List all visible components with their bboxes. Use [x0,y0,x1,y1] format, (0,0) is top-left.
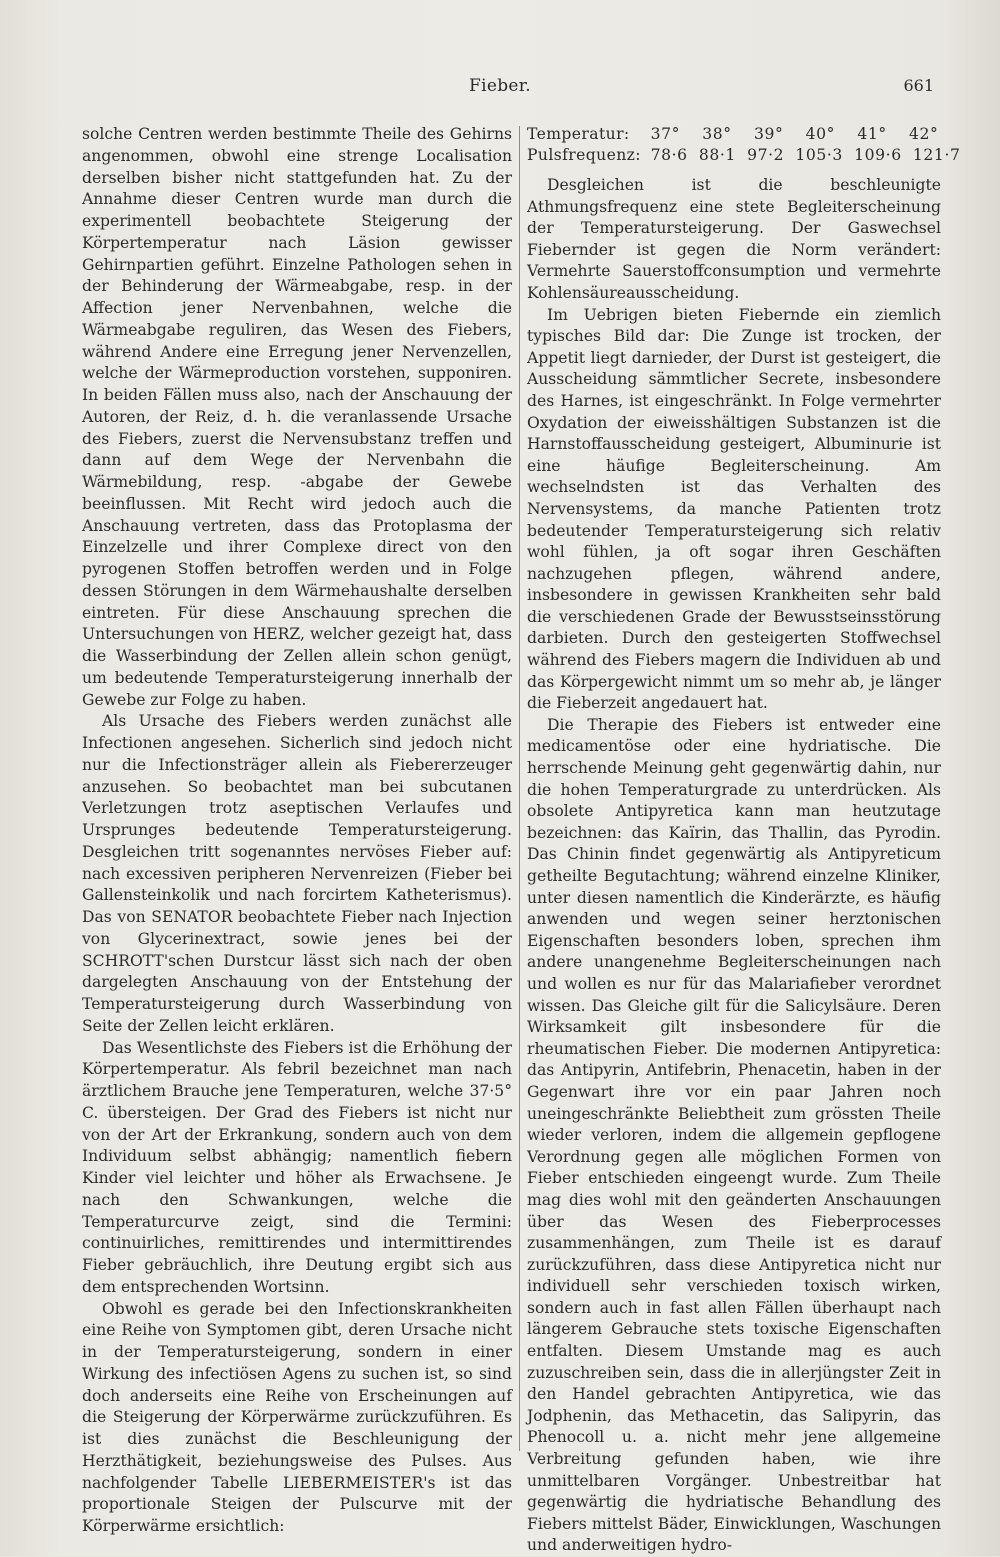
paragraph: Das Wesentlichste des Fiebers ist die Erhöhung der Körpertemperatur. Als febril bezeichnet man nach ärztlichem Brauche jene Temperaturen, welche 37·5° C. übersteigen. Der Grad des Fiebers ist nicht nur von der Art der Erkrankung, sondern auch von dem Individuum selbst abhängig; namentlich fiebern Kinder viel leichter und höher als Erwachsene. Je nach den Schwankungen, welche die Temperaturcurve zeigt, sind die Termini: continuirliches, remittirendes und intermittirendes Fieber gebräuchlich, ihre Deutung ergibt sich aus dem entsprechenden Wortsinn. [82,1038,512,1296]
paragraph: solche Centren werden bestimmte Theile des Gehirns angenommen, obwohl eine strenge Localisation derselben bisher nicht stattgefunden hat. Zu der Annahme dieser Centren wurde man durch die experimentell beobachtete Steigerung der Körpertemperatur nach Läsion gewisser Gehirnpartien geführt. Einzelne Pathologen sehen in der Behinderung der Wärmeabgabe, resp. in der Affection jener Nervenbahnen, welche die Wärmeabgabe reguliren, das Wesen des Fiebers, während Andere eine Erregung jener Nervenzellen, welche der Wärmeproduction vorstehen, supponiren. In beiden Fällen muss also, nach der Anschauung der Autoren, der Reiz, d. h. die veranlassende Ursache des Fiebers, zuerst die Nervensubstanz treffen und dann auf dem Wege der Nervenbahn die Wärmebildung, resp. -abgabe der Gewebe beeinflussen. Mit Recht wird jedoch auch die Anschauung vertreten, dass das Protoplasma der Einzelzelle und ihrer Complexe direct von den pyrogenen Stoffen betroffen werden und in Folge dessen Störungen in dem Wärmehaushalte derselben eintreten. Für diese Anschauung sprechen die Untersuchungen von HERZ, welcher gezeigt hat, dass die Wasserbindung der Zellen allein schon genügt, um bedeutende Temperatursteigerung innerhalb der Gewebe zur Folge zu haben. [82,125,512,709]
temperature-value: 41° [857,125,887,143]
running-title: Fieber. [469,76,531,96]
paragraph: Obwohl es gerade bei den Infectionskrankheiten eine Reihe von Symptomen gibt, deren Ursache nicht in der Temperatursteigerung, sondern in einer Wirkung des infectiösen Agens zu suchen ist, so sind doch anderseits eine Reihe von Erscheinungen auf die Steigerung der Körperwärme zurückzuführen. Es ist dies zunächst die Beschleunigung der Herzthätigkeit, beziehungsweise des Pulses. Aus nachfolgender Tabelle LIEBERMEISTER's ist das proportionale Steigen der Pulscurve mit der Körperwärme ersichtlich: [82,1299,512,1535]
pulse-value: 105·3 [795,146,843,164]
paragraph: Als Ursache des Fiebers werden zunächst alle Infectionen angesehen. Sicherlich sind jedoch nicht nur die Infectionsträger allein als Fiebererzeuger anzusehen. So beobachtet man bei subcutanen Verletzungen trotz aseptischen Verlaufes und Ursprunges bedeutende Temperatursteigerung. Desgleichen tritt sogenanntes nervöses Fieber auf: nach excessiven peripheren Nervenreizen (Fieber bei Gallensteinkolik und nach forcirtem Katheterismus). Das von SENATOR beobachtete Fieber nach Injection von Glycerinextract, sowie jenes bei der SCHROTT'schen Durstcur lässt sich nach der oben dargelegten Anschauung von der Entstehung der Temperatursteigerung durch Wasserbindung von Seite der Zellen leicht erklären. [82,712,512,1035]
temperature-pulse-table [527,124,961,166]
pulse-label: Pulsfrequenz: [527,146,641,164]
temperature-label: Temperatur: [527,125,630,143]
paragraph: Die Therapie des Fiebers ist entweder eine medicamentöse oder eine hydriatische. Die herrschende Meinung geht gegenwärtig dahin, nur die hohen Temperaturgrade zu unterdrücken. Als obsolete Antipyretica kann man heutzutage bezeichnen: das Kaïrin, das Thallin, das Pyrodin. Das Chinin findet gegenwärtig als Antipyreticum getheilte Begutachtung; während einzelne Kliniker, unter diesen namentlich die Kinderärzte, es häufig anwenden und wegen seiner herztonischen Eigenschaften besonders loben, sprechen ihm andere unangenehme Begleiterscheinungen nach und wollen es nur für das Malariafieber verordnet wissen. Das Gleiche gilt für die Salicylsäure. Deren Wirksamkeit gilt insbesondere für die rheumatischen Fieber. Die modernen Antipyretica: das Antipyrin, Antifebrin, Phenacetin, haben in der Gegenwart ihre vor ein paar Jahren noch uneingeschränkte Beliebtheit zum grössten Theile wieder verloren, indem die allgemein gepflogene Verordnung gegen alle möglichen Formen von Fieber entschieden eingeengt wurde. Zum Theile mag dies wohl mit den geänderten Anschauungen über das Wesen des Fieberprocesses zusammenhängen, zum Theile ist es darauf zurückzuführen, dass diese Antipyretica nicht nur individuell sehr verschieden toxisch wirken, sondern auch in fast allen Fällen überhaupt nach längerem Gebrauche stets toxische Eigenschaften entfalten. Diesem Umstande mag es auch zuzuschreiben sein, dass die in allerjüngster Zeit in den Handel gebrachten Antipyretica, wie das Jodphenin, das Methacetin, das Salipyrin, das Phenocoll u. a. nicht mehr jene allgemeine Verbreitung gefunden haben, wie ihre unmittelbaren Vorgänger. Unbestreitbar hat gegenwärtig die hydriatische Behandlung des Fiebers mittelst Bäder, Einwicklungen, Waschungen und anderweitigen hydro- [527,715,941,1555]
temperature-row [527,124,941,145]
temperature-value: 39° [753,125,784,143]
right-column [527,124,961,1557]
column-divider [519,126,520,1451]
temperature-value: 37° [650,125,681,143]
pulse-value: 109·6 [854,146,902,164]
paragraph: Desgleichen ist die beschleunigte Athmungsfrequenz eine stete Begleiterscheinung der Temperatursteigerung. Der Gaswechsel Fiebernder ist gegen die Norm verändert: Vermehrte Sauerstoffconsumption und vermehrte Kohlensäureausscheidung. [527,176,941,302]
page-header [0,76,1000,100]
page-number: 661 [903,76,934,95]
pulse-value: 97·2 [747,146,785,164]
left-column [82,124,512,1538]
pulse-value: 88·1 [698,146,736,164]
pulse-value: 78·6 [650,146,688,164]
temperature-value: 38° [702,125,732,143]
pulse-row [527,145,961,166]
pulse-value: 121·7 [912,146,961,164]
temperature-value: 42° [909,125,939,143]
paragraph: Im Uebrigen bieten Fiebernde ein ziemlich typisches Bild dar: Die Zunge ist trocken, der Appetit liegt darnieder, der Durst ist gesteigert, die Ausscheidung sämmtlicher Secrete, insbesondere des Harnes, ist eingeschränkt. In Folge vermehrter Oxydation der eiweisshältigen Substanzen ist die Harnstoffausscheidung gesteigert, Albuminurie ist eine häufige Begleiterscheinung. Am wechselndsten ist das Verhalten des Nervensystems, da manche Patienten trotz bedeutender Temperatursteigerung sich relativ wohl fühlen, ja oft sogar ihren Geschäften nachzugehen pflegen, während andere, insbesondere in gewissen Krankheiten sehr bald die verschiedenen Grade der Bewusstseinsstörung darbieten. Durch den gesteigerten Stoffwechsel während des Fiebers magern die Individuen ab und das Körpergewicht nimmt um so mehr ab, je länger die Fieberzeit angedauert hat. [527,305,941,713]
temperature-value: 40° [805,125,836,143]
